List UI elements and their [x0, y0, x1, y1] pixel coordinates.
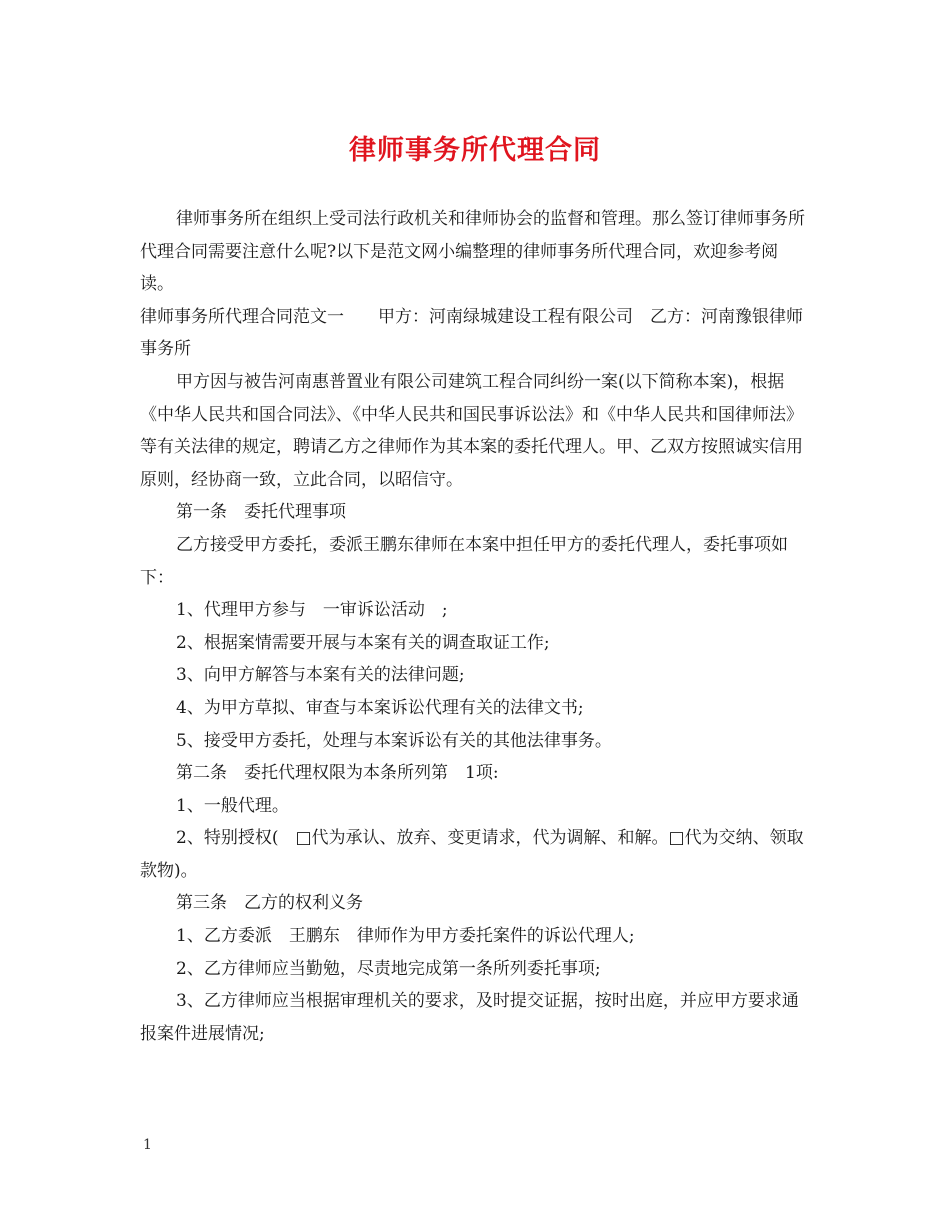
paragraph: 律师事务所代理合同范文一 甲方：河南绿城建设工程有限公司 乙方：河南豫银律师事务所: [140, 306, 803, 360]
paragraph: 第一条 委托代理事项: [176, 502, 346, 523]
document-title: 律师事务所代理合同: [349, 135, 601, 166]
paragraph: 2、特别授权( □代为承认、放弃、变更请求，代为调解、和解。□代为交纳、领取款物)。: [140, 828, 804, 881]
paragraph: 5、接受甲方委托，处理与本案诉讼有关的其他法律事务。: [176, 730, 612, 751]
paragraph: 3、向甲方解答与本案有关的法律问题;: [176, 665, 465, 686]
paragraph: 乙方接受甲方委托，委派王鹏东律师在本案中担任甲方的委托代理人，委托事项如下：: [140, 534, 788, 588]
paragraph: 第三条 乙方的权利义务: [176, 893, 363, 914]
document-body: [140, 203, 812, 1050]
paragraph: 4、为甲方草拟、审查与本案诉讼代理有关的法律文书;: [176, 697, 584, 718]
paragraph: 2、乙方律师应当勤勉，尽责地完成第一条所列委托事项;: [176, 958, 601, 979]
page-number: 1: [143, 1137, 152, 1153]
paragraph: 第二条 委托代理权限为本条所列第 1项:: [176, 763, 499, 784]
paragraph: 1、乙方委派 王鹏东 律师作为甲方委托案件的诉讼代理人;: [176, 926, 635, 947]
paragraph: 1、一般代理。: [176, 795, 289, 816]
paragraph: 2、根据案情需要开展与本案有关的调查取证工作;: [176, 632, 550, 653]
paragraph: 1、代理甲方参与 一审诉讼活动 ;: [176, 600, 448, 621]
paragraph: 律师事务所在组织上受司法行政机关和律师协会的监督和管理。那么签订律师事务所代理合同需要注意什么呢?以下是范文网小编整理的律师事务所代理合同，欢迎参考阅读。: [140, 209, 805, 295]
paragraph: 3、乙方律师应当根据审理机关的要求，及时提交证据，按时出庭，并应甲方要求通报案件进展情况;: [140, 991, 799, 1044]
paragraph: 甲方因与被告河南惠普置业有限公司建筑工程合同纠纷一案(以下简称本案)，根据《中华人民共和国合同法》、《中华人民共和国民事诉讼法》和《中华人民共和国律师法》等有关法律的规定，聘请乙方之律师作为其本案的委托代理人。甲、乙双方按照诚实信用原则，经协商一致，立此合同，以昭信守。: [140, 371, 803, 490]
